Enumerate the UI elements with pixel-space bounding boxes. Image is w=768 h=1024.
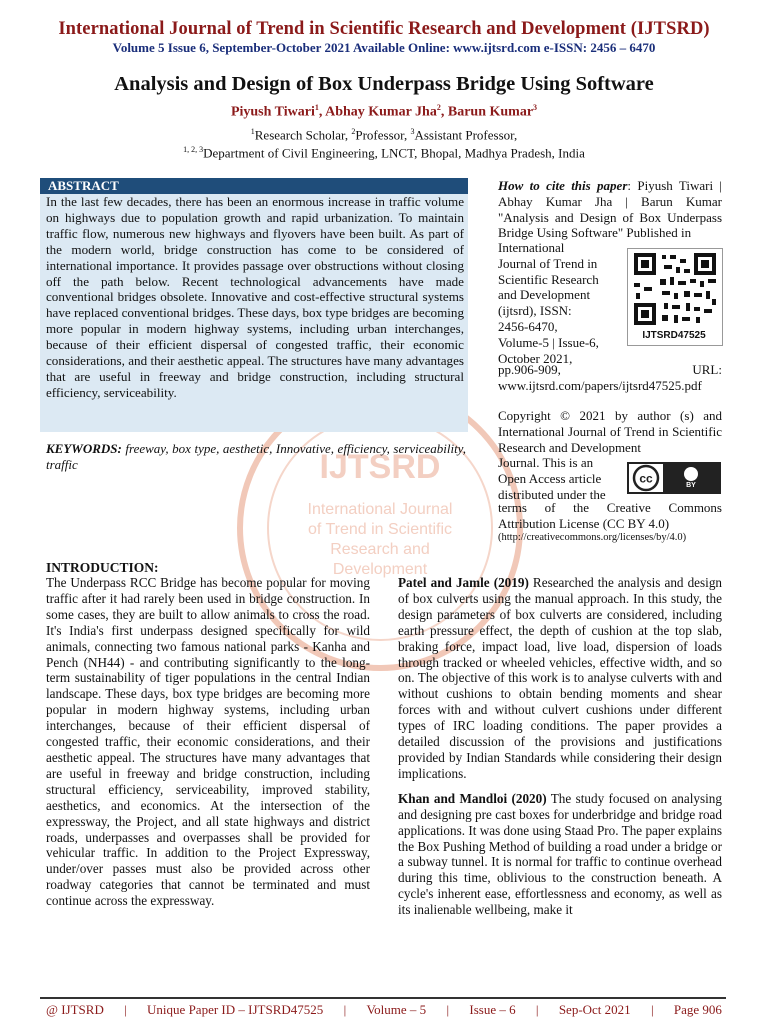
footer-issue: Issue – 6 (469, 1002, 516, 1017)
citation-line: Volume-5 | Issue-6, (498, 334, 599, 350)
author-3: Barun Kumar (447, 104, 534, 120)
citation-url: www.ijtsrd.com/papers/ijtsrd47525.pdf (498, 377, 702, 393)
citation-url-label: URL: (692, 362, 722, 377)
review-lead: Khan and Mandloi (2020) (398, 790, 547, 806)
review-lead: Patel and Jamle (2019) (398, 575, 529, 590)
cc-by-license-icon (627, 462, 721, 494)
literature-review (398, 575, 722, 927)
citation-line: October 2021, (498, 350, 573, 366)
citation-line: International (498, 240, 565, 255)
footer-journal: @ IJTSRD (46, 1002, 104, 1017)
footer-date: Sep-Oct 2021 (558, 1002, 631, 1017)
keywords-text: freeway, box type, aesthetic, Innovative, efficiency, serviceability, traffic (46, 441, 466, 472)
cc-logo-text: cc (639, 471, 653, 486)
role-2-sup: 2 (351, 127, 356, 136)
cc-logo-icon (629, 464, 663, 492)
role-1-sup: 1 (250, 127, 255, 136)
paper-title: Analysis and Design of Box Underpass Bridge Using Software (114, 73, 654, 95)
by-label: BY (686, 482, 696, 489)
page-footer (46, 1002, 722, 1018)
footer-sep: | (446, 1002, 450, 1017)
copyright-line: Open Access article (498, 470, 602, 486)
footer-paper-id: Unique Paper ID – IJTSRD47525 (147, 1002, 324, 1017)
review-paragraph (398, 575, 722, 782)
role-3: Assistant Professor, (414, 127, 518, 143)
review-text: The study focused on analysing and designing pre cast boxes for underbridge and bridge road applications. It was done using Staad Pro. The paper explains the Box Pushing Method of building a road under a bridge or a subway tunnel. It is normal for traffic to continue overhead during this time, oblivious to the construction beneath. A cycle's inherent ease, effortlessness and economy, as well as its inalienable wellbeing, make it (398, 790, 722, 918)
role-2: Professor, (355, 127, 411, 143)
copyright-narrow (498, 455, 618, 502)
citation-pp: pp.906-909, (498, 362, 561, 377)
page-number: Page 906 (673, 1002, 722, 1017)
citation-tail (498, 362, 722, 394)
department-sup: 1, 2, 3 (183, 145, 204, 154)
role-1: Research Scholar, (254, 127, 352, 143)
keywords (46, 441, 466, 472)
qr-label: IJTSRD47525 (642, 330, 706, 341)
review-text: Researched the analysis and design of box culverts using the manual approach. In this study, the design parameters of box culverts are considered, including earth pressure effect, the depth of cushion at the top slab, braking force, impact load, live load, dispersion of loads through tracked or wheeled vehicles, effective width, and so on. The objective of this work is to analyse culverts with and without cushions to obtain bending moments and shear forces with and without culvert cushions under different types of IRC loading conditions. The paper provides a detailed discussion of the provisions and justifications provided by Indian Standards while considering their design implications. (398, 575, 723, 781)
watermark-center: IJTSRD (319, 448, 441, 486)
authors: Piyush Tiwari$^1$, Abhay Kumar Jha$^2$, Barun Kumar$^3$ (230, 103, 538, 120)
watermark-line-1: International Journal (307, 501, 453, 518)
license-url[interactable]: (http://creativecommons.org/licenses/by/4.0) (498, 532, 687, 543)
author-2-sup: 2 (436, 103, 441, 112)
issue-line: Volume 5 Issue 6, September-October 2021 Available Online: www.ijtsrd.com e-ISSN: 2456 – 6470 (112, 40, 656, 55)
keywords-label: KEYWORDS: (46, 441, 122, 456)
watermark-line-3: Research and (330, 541, 430, 558)
watermark-line-2: of Trend in Scientific (307, 521, 453, 538)
citation-intro-text: : Piyush Tiwari | Abhay Kumar Jha | Barun Kumar "Analysis and Design of Box Underpass Bridge Using Software" Published in (498, 178, 723, 241)
person-icon (684, 467, 698, 481)
by-attribution-icon (663, 464, 719, 492)
citation-intro (498, 178, 722, 241)
qr-code-graphic (628, 249, 722, 329)
citation-pp-row (498, 362, 722, 378)
citation-line: and Development (498, 287, 591, 303)
copyright-tail: terms of the Creative Commons Attribution License (CC BY 4.0) (498, 500, 722, 531)
role-3-sup: 3 (410, 127, 415, 136)
citation-details (498, 240, 618, 366)
introduction-heading: INTRODUCTION: (46, 560, 159, 575)
citation-line: Journal of Trend in (498, 255, 598, 271)
author-1: Piyush Tiwari (230, 104, 315, 120)
copyright-line: distributed under the (498, 486, 606, 502)
citation-line: Scientific Research (498, 271, 599, 287)
citation-label: How to cite this paper (498, 178, 628, 193)
citation-line: 2456-6470, (498, 318, 558, 334)
footer-divider (40, 997, 726, 999)
author-1-sup: 1 (314, 103, 319, 112)
watermark-line-4: Development (332, 561, 428, 578)
department-name: Department of Civil Engineering, LNCT, Bhopal, Madhya Pradesh, India (203, 145, 585, 161)
abstract-heading: ABSTRACT (40, 178, 468, 194)
author-3-sup: 3 (533, 103, 538, 112)
copyright-line: Journal. This is an (498, 455, 594, 470)
author-roles (0, 127, 768, 143)
footer-sep: | (535, 1002, 539, 1017)
introduction-text: The Underpass RCC Bridge has become popular for moving traffic after it had rarely been used in bridge construction. In some cases, they are built to allow animals to cross the road. It's India's first underpass designed specifically for wild animals, connecting two famous national parks - Kanha and Pench (NH44) - and contributing significantly to the long-term sustainability of tiger populations in the central Indian landscape. These days, box type bridges are becoming more popular in modern highway systems, including urban interchanges, because of their efficient dispersal of congested traffic, their economic considerations, and their aesthetic appeal. The structures have many advantages that are useful in freeway and bridge construction, including structural efficiency, serviceability, improved stability, aesthetics, and economics. At the intersection of the expressway, the Project, and all state highways and district roads, underpasses and overpasses shall be provided for vehicular traffic. In addition to the Project Expressway, under/over passes must also be provided across other roadway categories that cannot be terminated and must continue across the expressway. (46, 575, 370, 909)
footer-sep: | (343, 1002, 347, 1017)
footer-sep: | (650, 1002, 654, 1017)
citation-line: (ijtsrd), ISSN: (498, 303, 572, 319)
footer-volume: Volume – 5 (366, 1002, 427, 1017)
footer-sep: | (124, 1002, 127, 1017)
journal-title: International Journal of Trend in Scientific Research and Development (IJTSRD) (58, 19, 710, 39)
review-paragraph (398, 791, 722, 918)
abstract-text: In the last few decades, there has been an enormous increase in traffic volume on highways due to population growth and rapid urbanization. To maintain traffic flow, numerous new highways and flyovers have been built. As part of the modern world, bridge construction has come to be considered of international importance. It provides passage over obstructions without closing off the path below. Recent technological advancements have made conventional bridges obsolete. Innovative and cost-effective structural systems have replaced conventional bridges. These days, box type bridges are becoming more popular in modern highway systems, including urban interchanges, because of their efficient dispersal of congested traffic, their economic considerations, and their aesthetic appeal. The structures have many advantages that are useful in freeway and bridge construction, including structural efficiency, serviceability. (46, 194, 464, 400)
copyright-intro: Copyright © 2021 by author (s) and International Journal of Trend in Scientific Research and Development (498, 408, 722, 455)
author-2: Abhay Kumar Jha (325, 104, 437, 120)
department (0, 145, 768, 161)
